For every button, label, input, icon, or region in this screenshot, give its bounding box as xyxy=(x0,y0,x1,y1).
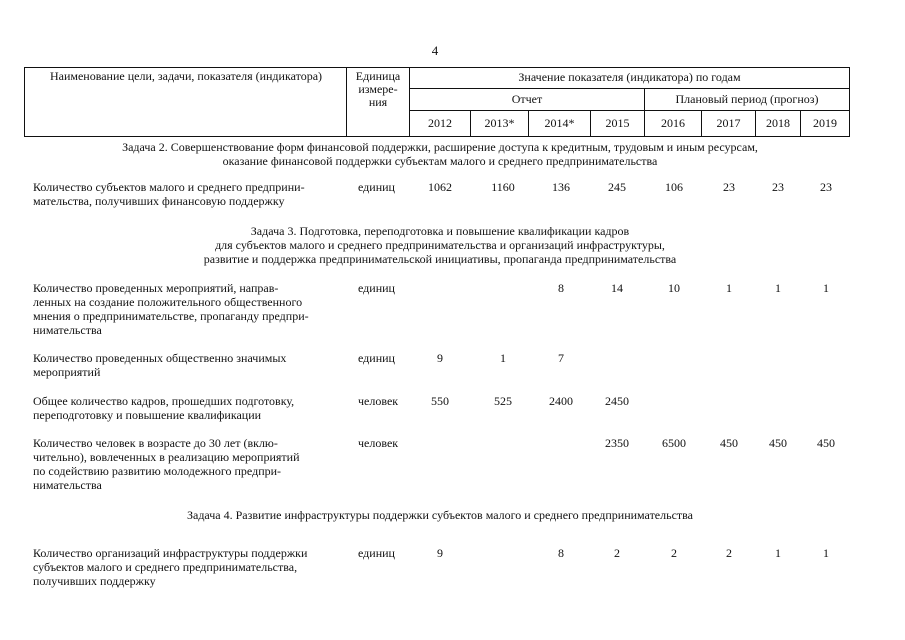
section-title-line: Задача 2. Совершенствование форм финансовой поддержки, расширение доступа к кредитным, трудовым и иным ресурсам, xyxy=(122,140,758,154)
header-unit-line: ния xyxy=(368,95,388,109)
indicator-name-line: Количество человек в возрасте до 30 лет (вклю- xyxy=(33,436,278,450)
value-2016: 2 xyxy=(671,546,677,560)
indicator-name-line: Количество субъектов малого и среднего предприни- xyxy=(33,180,305,194)
value-2015: 2450 xyxy=(605,394,629,408)
indicator-name xyxy=(33,351,346,379)
value-2015: 14 xyxy=(611,281,623,295)
header-unit-line: Единица xyxy=(355,69,401,83)
value-2018: 1 xyxy=(775,546,781,560)
header-border-top xyxy=(24,67,850,68)
indicator-name-line: субъектов малого и среднего предпринимательства, xyxy=(33,560,298,574)
table-header xyxy=(24,67,850,137)
section-title-line: для субъектов малого и среднего предпринимательства и организаций инфраструктуры, xyxy=(215,238,665,252)
value-2017: 2 xyxy=(726,546,732,560)
indicator-name-line: Количество проведенных общественно значимых xyxy=(33,351,287,365)
value-2016: 10 xyxy=(668,281,680,295)
value-2015: 2350 xyxy=(605,436,629,450)
value-2017: 450 xyxy=(720,436,738,450)
value-2018: 450 xyxy=(769,436,787,450)
indicator-name xyxy=(33,281,346,337)
header-year-2017: 2017 xyxy=(716,116,741,130)
value-2018: 23 xyxy=(772,180,784,194)
indicator-name-line: Общее количество кадров, прошедших подготовку, xyxy=(33,394,295,408)
header-sub-line-2 xyxy=(409,110,850,111)
header-unit-line: измере- xyxy=(358,82,398,96)
header-plan: Плановый период (прогноз) xyxy=(675,92,819,106)
value-2016: 106 xyxy=(665,180,683,194)
value-2019: 1 xyxy=(823,546,829,560)
indicator-name-line: мательства, получивших финансовую поддержку xyxy=(33,194,285,208)
header-year-2012: 2012 xyxy=(428,116,452,130)
indicator-name-line: получивших поддержку xyxy=(33,574,156,588)
indicator-unit: единиц xyxy=(358,180,395,194)
section-title-task-4 xyxy=(0,508,880,522)
indicator-unit: человек xyxy=(358,436,399,450)
indicator-name xyxy=(33,180,346,208)
header-year-2019: 2019 xyxy=(813,116,837,130)
indicator-unit: человек xyxy=(358,394,399,408)
value-2019: 23 xyxy=(820,180,832,194)
value-2012: 550 xyxy=(431,394,449,408)
header-border-bottom xyxy=(24,136,850,137)
page-number: 4 xyxy=(431,43,439,58)
section-title-task-2 xyxy=(0,140,880,168)
indicator-name-line: чительно), вовлеченных в реализацию мероприятий xyxy=(33,450,300,464)
value-2015: 245 xyxy=(608,180,626,194)
indicator-name xyxy=(33,394,346,422)
indicator-name xyxy=(33,436,346,492)
header-year-2018: 2018 xyxy=(766,116,790,130)
indicator-name-line: переподготовку и повышение квалификации xyxy=(33,408,262,422)
header-name-col: Наименование цели, задачи, показателя (индикатора) xyxy=(49,69,323,83)
value-2014: 8 xyxy=(558,281,564,295)
header-values-col: Значение показателя (индикатора) по годам xyxy=(518,70,741,84)
indicator-name-line: нимательства xyxy=(33,323,102,337)
value-2013: 525 xyxy=(494,394,512,408)
value-2014: 7 xyxy=(558,351,564,365)
indicator-name-line: нимательства xyxy=(33,478,102,492)
indicator-name-line: мнения о предпринимательстве, пропаганду предпри- xyxy=(33,309,309,323)
section-title-line: оказание финансовой поддержки субъектам малого и среднего предпринимательства xyxy=(222,154,658,168)
value-2012: 9 xyxy=(437,546,443,560)
header-report: Отчет xyxy=(511,92,543,106)
value-2012: 1062 xyxy=(428,180,452,194)
header-year-2014: 2014* xyxy=(544,116,575,130)
value-2019: 450 xyxy=(817,436,835,450)
value-2017: 23 xyxy=(723,180,735,194)
header-unit-col xyxy=(347,70,409,109)
value-2015: 2 xyxy=(614,546,620,560)
section-title-line: Задача 4. Развитие инфраструктуры поддержки субъектов малого и среднего предпринимательства xyxy=(186,508,693,522)
indicator-name-line: ленных на создание положительного общественного xyxy=(33,295,303,309)
section-title-line: Задача 3. Подготовка, переподготовка и повышение квалификации кадров xyxy=(250,224,630,238)
indicator-name-line: мероприятий xyxy=(33,365,101,379)
header-year-2016: 2016 xyxy=(661,116,685,130)
indicator-name-line: Количество организаций инфраструктуры поддержки xyxy=(33,546,308,560)
value-2014: 136 xyxy=(552,180,570,194)
indicator-unit: единиц xyxy=(358,351,395,365)
value-2016: 6500 xyxy=(662,436,686,450)
indicator-name-line: Количество проведенных мероприятий, направ- xyxy=(33,281,279,295)
indicator-unit: единиц xyxy=(358,546,395,560)
section-title-line: развитие и поддержка предпринимательской инициативы, пропаганда предпринимательства xyxy=(203,252,677,266)
value-2012: 9 xyxy=(437,351,443,365)
header-year-2015: 2015 xyxy=(605,116,630,130)
value-2017: 1 xyxy=(726,281,732,295)
indicator-name-line: по содействию развитию молодежного предпри- xyxy=(33,464,282,478)
value-2013: 1 xyxy=(500,351,506,365)
indicator-name xyxy=(33,546,346,588)
value-2014: 8 xyxy=(558,546,564,560)
value-2014: 2400 xyxy=(549,394,573,408)
value-2019: 1 xyxy=(823,281,829,295)
header-border-left xyxy=(24,67,25,137)
section-title-task-3 xyxy=(0,224,880,266)
header-border-right xyxy=(849,67,850,137)
header-year-2013: 2013* xyxy=(484,116,515,130)
value-2018: 1 xyxy=(775,281,781,295)
header-sub-line-1 xyxy=(409,88,850,89)
indicator-unit: единиц xyxy=(358,281,395,295)
value-2013: 1160 xyxy=(491,180,515,194)
